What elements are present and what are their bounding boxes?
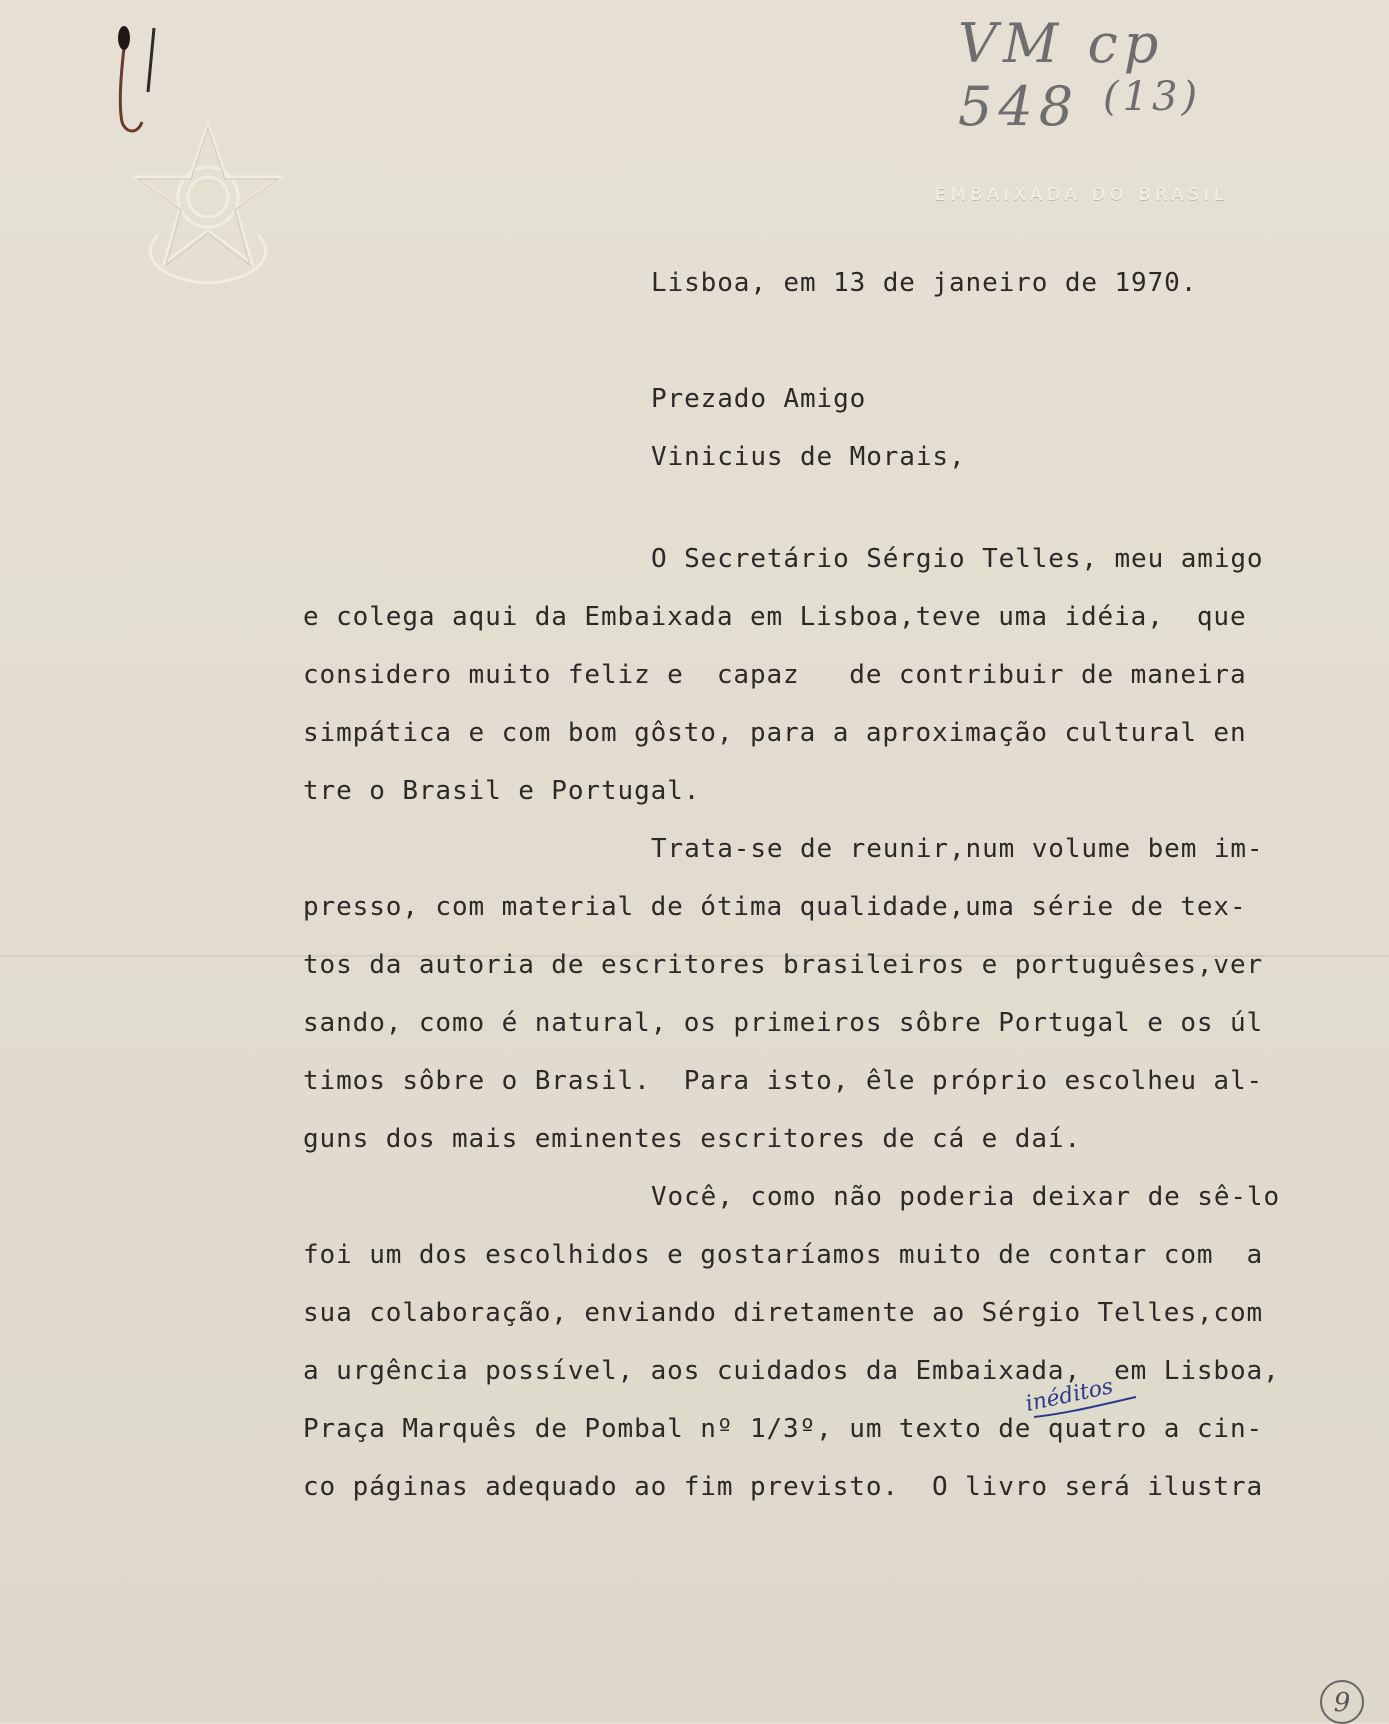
body-line: simpática e com bom gôsto, para a aproximação cultural en [303,718,1247,748]
body-line: guns dos mais eminentes escritores de cá e daí. [303,1124,1082,1154]
body-line: a urgência possível, aos cuidados da Embaixada, em Lisboa, [303,1356,1280,1386]
body-line: sua colaboração, enviando diretamente ao Sérgio Telles,com [303,1298,1264,1328]
body-line: Você, como não poderia deixar de sê-lo [651,1182,1281,1212]
letter-date: Lisboa, em 13 de janeiro de 1970. [651,268,1198,298]
body-line: tos da autoria de escritores brasileiros e portuguêses,ver [303,950,1264,980]
salutation-line-1: Prezado Amigo [651,384,867,414]
letterhead-embossed: EMBAIXADA DO BRASIL [935,185,1229,205]
archive-reference-handwritten [958,12,1298,138]
body-line: timos sôbre o Brasil. Para isto, êle próprio escolheu al- [303,1066,1264,1096]
embossed-coat-of-arms [128,115,288,295]
body-line: O Secretário Sérgio Telles, meu amigo [651,544,1264,574]
body-line: considero muito feliz e capaz de contribuir de maneira [303,660,1247,690]
body-line: foi um dos escolhidos e gostaríamos muito de contar com a [303,1240,1264,1270]
page-number-circled: 9 [1320,1680,1364,1724]
archive-item-number: (13) [1103,74,1202,120]
archive-code: VM cp 548 [958,12,1165,138]
insertion-caret-stroke [1030,1395,1140,1421]
handwritten-insertion: inéditos [1023,1374,1116,1417]
body-line: presso, com material de ótima qualidade,uma série de tex- [303,892,1247,922]
salutation-addressee: Vinicius de Morais, [651,442,966,472]
body-line: Praça Marquês de Pombal nº 1/3º, um texto de quatro a cin- [303,1414,1264,1444]
body-line: tre o Brasil e Portugal. [303,776,701,806]
body-line: e colega aqui da Embaixada em Lisboa,teve uma idéia, que [303,602,1247,632]
body-line: co páginas adequado ao fim previsto. O livro será ilustra [303,1472,1264,1502]
body-line: sando, como é natural, os primeiros sôbre Portugal e os úl [303,1008,1264,1038]
body-line: Trata-se de reunir,num volume bem im- [651,834,1264,864]
